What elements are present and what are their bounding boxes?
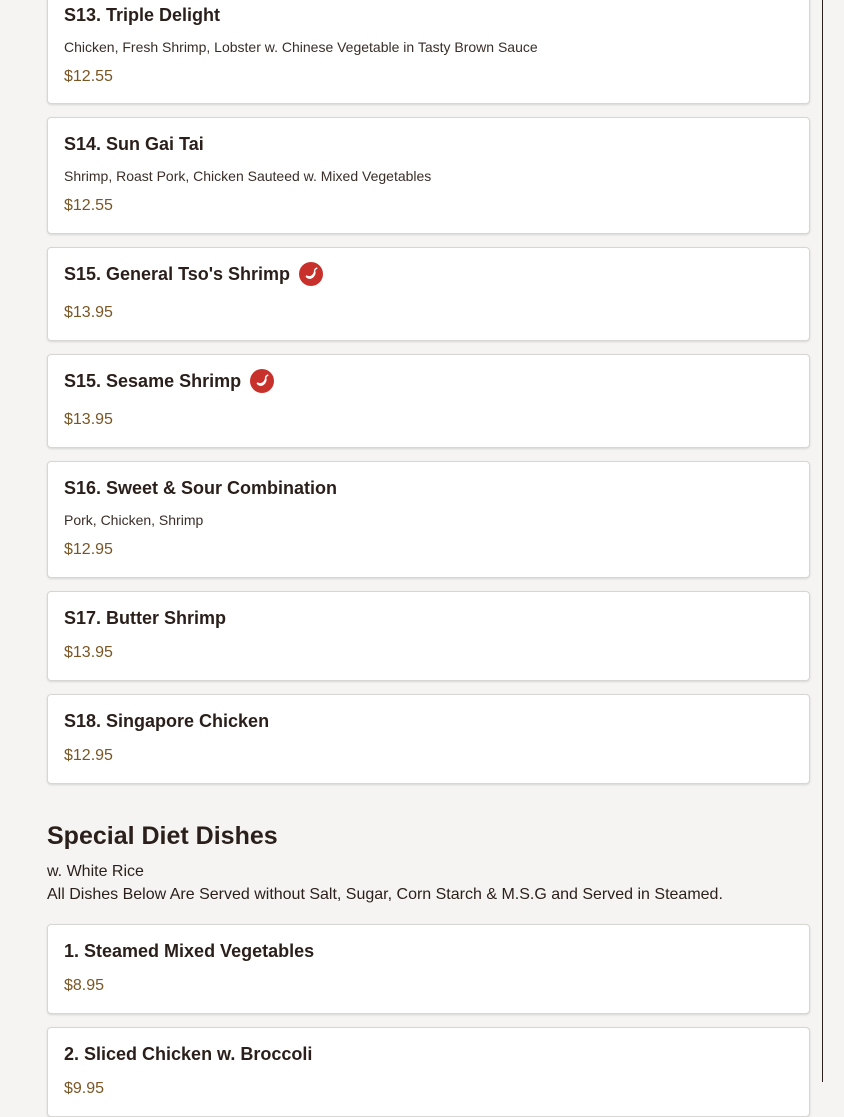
item-price: $12.95 — [64, 541, 113, 558]
item-name: S13. Triple Delight — [64, 5, 221, 25]
item-name: S16. Sweet & Sour Combination — [64, 478, 338, 498]
menu-item-card[interactable] — [47, 1027, 810, 1117]
item-price: $13.95 — [64, 304, 113, 321]
menu-item-card[interactable] — [47, 354, 810, 448]
item-name-row — [64, 369, 274, 393]
page-divider — [822, 0, 823, 1082]
section-title: Special Diet Dishes — [47, 822, 278, 850]
chili-pepper-icon — [250, 369, 274, 393]
item-name: S15. Sesame Shrimp — [64, 370, 242, 391]
menu-item-card[interactable] — [47, 461, 810, 578]
item-name: S15. General Tso's Shrimp — [64, 263, 291, 284]
item-price: $12.95 — [64, 747, 113, 764]
menu-item-card[interactable] — [47, 247, 810, 341]
item-price: $8.95 — [64, 977, 105, 994]
item-name: S14. Sun Gai Tai — [64, 134, 204, 154]
menu-item-card[interactable] — [47, 0, 810, 104]
item-name: 1. Steamed Mixed Vegetables — [64, 941, 315, 961]
menu-item-card[interactable] — [47, 694, 810, 784]
item-description: Pork, Chicken, Shrimp — [64, 512, 204, 528]
menu-item-card[interactable] — [47, 117, 810, 234]
item-name-row — [64, 262, 323, 286]
item-price: $9.95 — [64, 1080, 105, 1097]
menu-item-card[interactable] — [47, 591, 810, 681]
item-name: S17. Butter Shrimp — [64, 608, 227, 628]
menu-item-card[interactable] — [47, 924, 810, 1014]
item-price: $13.95 — [64, 411, 113, 428]
item-name: 2. Sliced Chicken w. Broccoli — [64, 1044, 313, 1064]
chili-pepper-icon — [299, 262, 323, 286]
section-note: All Dishes Below Are Served without Salt, Sugar, Corn Starch & M.S.G and Served in Steamed. — [47, 886, 723, 903]
item-name: S18. Singapore Chicken — [64, 711, 270, 731]
item-price: $12.55 — [64, 197, 113, 214]
item-price: $13.95 — [64, 644, 113, 661]
item-price: $12.55 — [64, 68, 113, 85]
section-subtitle: w. White Rice — [47, 863, 144, 880]
item-description: Shrimp, Roast Pork, Chicken Sauteed w. Mixed Vegetables — [64, 168, 432, 184]
item-description: Chicken, Fresh Shrimp, Lobster w. Chinese Vegetable in Tasty Brown Sauce — [64, 39, 538, 55]
